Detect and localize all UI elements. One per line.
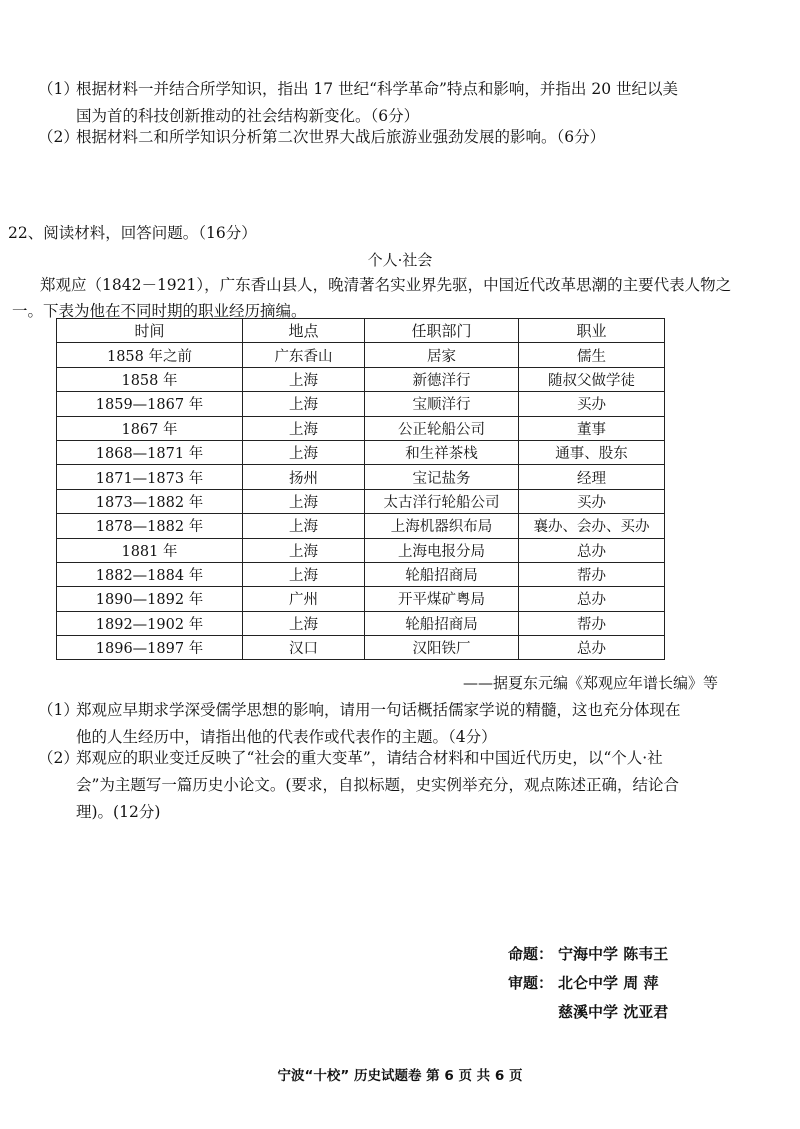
question-text-cont: 理)。(12分) <box>76 803 161 821</box>
cell-occupation: 董事 <box>519 416 665 440</box>
cell-occupation: 襄办、会办、买办 <box>519 514 665 538</box>
question-text: 根据材料一并结合所学知识，指出 17 世纪“科学革命”特点和影响，并指出 20 世纪以美 <box>76 80 679 98</box>
cell-place: 上海 <box>243 538 365 562</box>
question-text-cont: 国为首的科技创新推动的社会结构新变化。（6分） <box>76 107 420 125</box>
cell-department: 轮船招商局 <box>365 611 519 635</box>
question-text-cont: 他的人生经历中，请指出他的代表作或代表作的主题。（4分） <box>76 728 497 746</box>
part-number: （2） <box>38 749 79 767</box>
cell-occupation: 随叔父做学徒 <box>519 367 665 391</box>
header-place: 地点 <box>243 319 365 343</box>
author-name: 宁海中学 陈韦王 <box>558 945 669 963</box>
table-row <box>57 489 665 513</box>
cell-occupation: 总办 <box>519 538 665 562</box>
table-row <box>57 465 665 489</box>
cell-time: 1896—1897 年 <box>57 636 243 660</box>
cell-place: 广东香山 <box>243 343 365 367</box>
table-row <box>57 562 665 586</box>
cell-department: 开平煤矿粤局 <box>365 587 519 611</box>
reviewer-label: 审题： <box>508 974 554 992</box>
cell-time: 1867 年 <box>57 416 243 440</box>
table-row <box>57 367 665 391</box>
cell-department: 上海机器织布局 <box>365 514 519 538</box>
part-number: （1） <box>38 701 79 719</box>
table-row <box>57 538 665 562</box>
question-22-heading: 22、阅读材料，回答问题。（16分） <box>8 224 257 242</box>
table-row <box>57 636 665 660</box>
cell-place: 上海 <box>243 392 365 416</box>
cell-time: 1892—1902 年 <box>57 611 243 635</box>
cell-place: 上海 <box>243 440 365 464</box>
cell-occupation: 通事、股东 <box>519 440 665 464</box>
part-number: （1） <box>38 80 79 98</box>
header-department: 任职部门 <box>365 319 519 343</box>
table-row <box>57 587 665 611</box>
cell-occupation: 买办 <box>519 489 665 513</box>
cell-department: 和生祥茶栈 <box>365 440 519 464</box>
cell-time: 1858 年之前 <box>57 343 243 367</box>
part-number: （2） <box>38 128 79 146</box>
reviewer-name: 慈溪中学 沈亚君 <box>558 1003 669 1021</box>
cell-place: 汉口 <box>243 636 365 660</box>
cell-time: 1881 年 <box>57 538 243 562</box>
header-occupation: 职业 <box>519 319 665 343</box>
cell-department: 公正轮船公司 <box>365 416 519 440</box>
cell-time: 1859—1867 年 <box>57 392 243 416</box>
question-text: 根据材料二和所学知识分析第二次世界大战后旅游业强劲发展的影响。（6分） <box>76 128 606 146</box>
cell-department: 轮船招商局 <box>365 562 519 586</box>
table-row <box>57 392 665 416</box>
cell-department: 太古洋行轮船公司 <box>365 489 519 513</box>
question-22-part2 <box>38 745 738 826</box>
cell-department: 宝顺洋行 <box>365 392 519 416</box>
prev-question-part2 <box>38 124 738 151</box>
table-row <box>57 343 665 367</box>
cell-department: 新德洋行 <box>365 367 519 391</box>
table-row <box>57 514 665 538</box>
cell-place: 上海 <box>243 514 365 538</box>
cell-occupation: 帮办 <box>519 611 665 635</box>
cell-department: 宝记盐务 <box>365 465 519 489</box>
cell-occupation: 总办 <box>519 636 665 660</box>
material-subtitle: 个人·社会 <box>367 251 433 269</box>
page-footer: 宁波“十校” 历史试题卷 第 6 页 共 6 页 <box>277 1068 523 1084</box>
cell-occupation: 儒生 <box>519 343 665 367</box>
table-row <box>57 416 665 440</box>
cell-department: 汉阳铁厂 <box>365 636 519 660</box>
cell-occupation: 经理 <box>519 465 665 489</box>
cell-occupation: 总办 <box>519 587 665 611</box>
table-source-citation: ——据夏东元编《郑观应年谱长编》等 <box>462 674 718 692</box>
table-row <box>57 611 665 635</box>
cell-time: 1871—1873 年 <box>57 465 243 489</box>
cell-place: 上海 <box>243 489 365 513</box>
table-header-row <box>57 319 665 343</box>
table-row <box>57 440 665 464</box>
career-table <box>56 318 665 660</box>
cell-time: 1858 年 <box>57 367 243 391</box>
question-text-cont: 会”为主题写一篇历史小论文。(要求，自拟标题，史实例举充分，观点陈述正确，结论合 <box>76 776 679 794</box>
exam-credits <box>508 940 668 1027</box>
cell-place: 扬州 <box>243 465 365 489</box>
cell-time: 1868—1871 年 <box>57 440 243 464</box>
cell-department: 上海电报分局 <box>365 538 519 562</box>
prev-question-part1 <box>38 76 738 130</box>
cell-place: 广州 <box>243 587 365 611</box>
cell-time: 1890—1892 年 <box>57 587 243 611</box>
cell-place: 上海 <box>243 562 365 586</box>
question-text: 郑观应早期求学深受儒学思想的影响，请用一句话概括儒家学说的精髓，这也充分体现在 <box>76 701 681 719</box>
cell-occupation: 帮办 <box>519 562 665 586</box>
cell-place: 上海 <box>243 416 365 440</box>
material-intro: 郑观应（1842－1921），广东香山县人，晚清著名实业界先驱，中国近代改革思潮的主要代表人物之一。下表为他在不同时期的职业经历摘编。 <box>12 276 732 320</box>
cell-time: 1873—1882 年 <box>57 489 243 513</box>
reviewer-name: 北仑中学 周 萍 <box>558 974 659 992</box>
cell-time: 1878—1882 年 <box>57 514 243 538</box>
header-time: 时间 <box>57 319 243 343</box>
cell-time: 1882—1884 年 <box>57 562 243 586</box>
cell-place: 上海 <box>243 611 365 635</box>
author-label: 命题： <box>508 945 554 963</box>
cell-department: 居家 <box>365 343 519 367</box>
cell-place: 上海 <box>243 367 365 391</box>
question-text: 郑观应的职业变迁反映了“社会的重大变革”，请结合材料和中国近代历史，以“个人·社 <box>76 749 663 767</box>
question-22-part1 <box>38 697 738 751</box>
cell-occupation: 买办 <box>519 392 665 416</box>
